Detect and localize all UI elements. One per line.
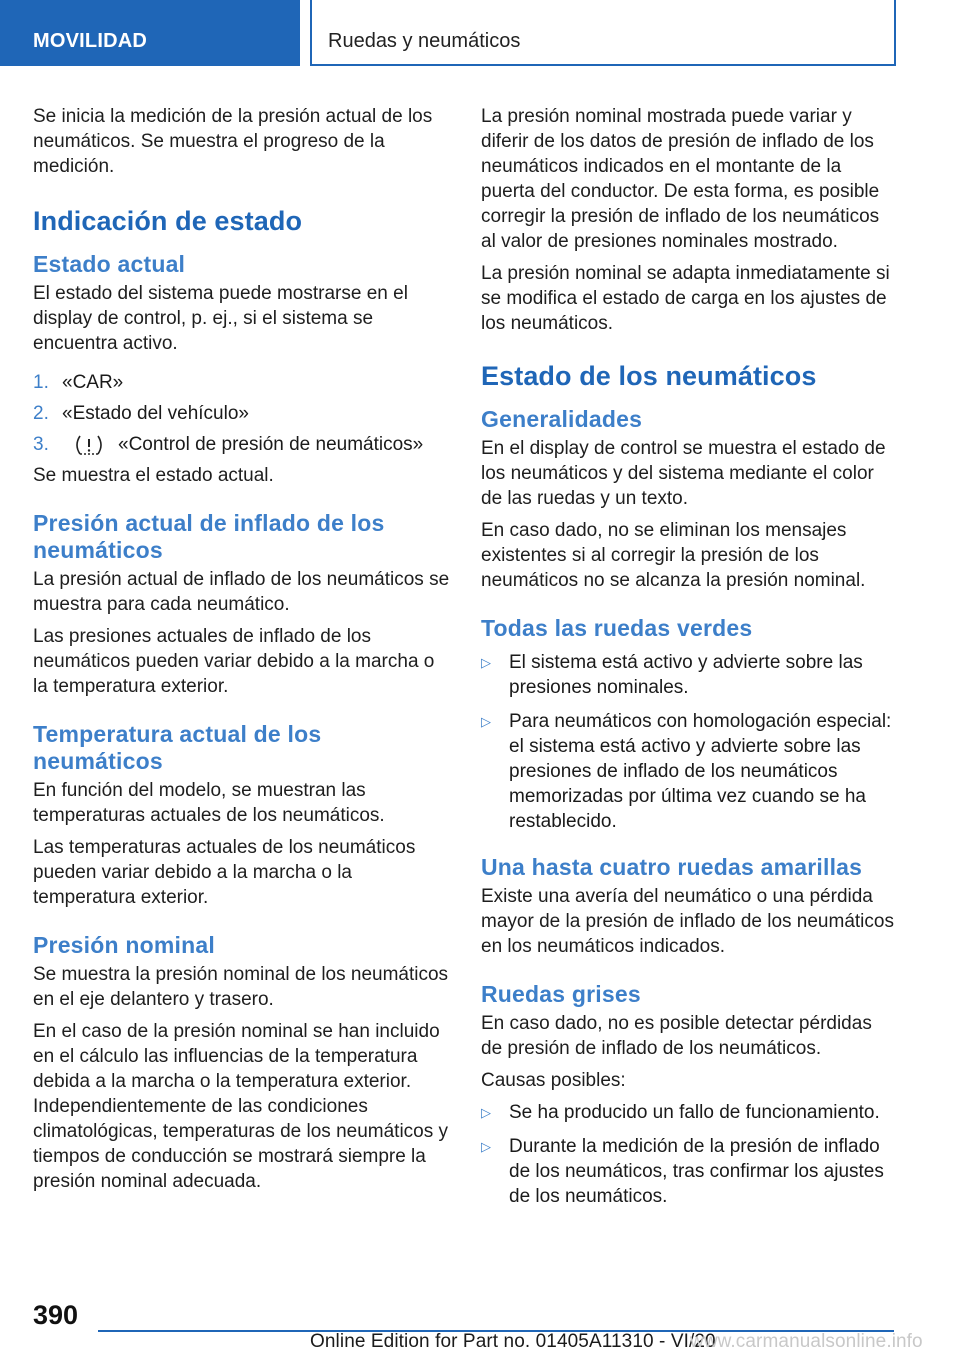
paragraph-nominal-2: En el caso de la presión nominal se han incluido en el cálculo las influencias de la temperatura debida a la marcha o la temperatura exterior. Independientemente de las condiciones climatológicas, temperaturas de los neumáticos y tiempos de conducción se mostrará siempre la presión nominal adecuada. (33, 1021, 449, 1192)
list-item-text: Durante la medición de la presión de inflado de los neumáticos, tras confirmar los ajustes de los neumáticos. (509, 1136, 884, 1207)
heading-estado-actual: Estado actual (33, 251, 186, 277)
heading-presion-nominal: Presión nominal (33, 932, 215, 958)
paragraph-causas: Causas posibles: (481, 1070, 626, 1091)
list-item (481, 1100, 897, 1125)
list-item-text: El sistema está activo y advierte sobre las presiones nominales. (509, 652, 863, 698)
bullet-triangle-icon: ▷ (481, 655, 491, 670)
list-item (33, 432, 453, 457)
list-item (481, 1134, 897, 1209)
bullet-triangle-icon: ▷ (481, 1105, 491, 1120)
heading-estado-neumaticos: Estado de los neumáticos (481, 361, 817, 391)
watermark: www.carmanualsonline.info (690, 1331, 923, 1352)
list-item-text: Se ha producido un fallo de funcionamiento. (509, 1102, 880, 1123)
left-column (33, 104, 453, 1201)
heading-ruedas-verdes: Todas las ruedas verdes (481, 615, 753, 641)
step-number: 2. (33, 403, 49, 424)
list-item-text: Para neumáticos con homologación especial: el sistema está activo y advierte sobre las presiones de inflado de los neumáticos memorizadas por última vez cuando se ha restablecido. (509, 711, 892, 832)
paragraph-temperatura-1: En función del modelo, se muestran las temperaturas actuales de los neumáticos. (33, 780, 385, 826)
paragraph-nominal-1: Se muestra la presión nominal de los neumáticos en el eje delantero y trasero. (33, 964, 449, 1010)
chapter-title: Ruedas y neumáticos (310, 0, 896, 66)
heading-indicacion-estado: Indicación de estado (33, 206, 303, 236)
intro-paragraph: Se inicia la medición de la presión actual de los neumáticos. Se muestra el progreso de la medición. (33, 106, 433, 177)
page-number: 390 (33, 1300, 79, 1330)
paragraph-variacion-1: La presión nominal mostrada puede variar y diferir de los datos de presión de inflado de los neumáticos indicados en el montante de la puerta del conductor. De esta forma, es posible corregir la presión de inflado de los neumáticos al valor de presiones nominales mostrado. (481, 106, 880, 252)
list-item (481, 709, 897, 834)
step-text: «Estado del vehículo» (62, 403, 249, 424)
step-text: «Control de presión de neumáticos» (118, 434, 424, 455)
right-column (481, 104, 897, 1218)
paragraph-presion-actual-2: Las presiones actuales de inflado de los neumáticos pueden variar debido a la marcha o la temperatura exterior. (33, 626, 435, 697)
paragraph-muestra-estado: Se muestra el estado actual. (33, 465, 274, 486)
paragraph-variacion-2: La presión nominal se adapta inmediatamente si se modifica el estado de carga en los ajustes de los neumáticos. (481, 263, 890, 334)
paragraph-generalidades-2: En caso dado, no se eliminan los mensajes existentes si al corregir la presión de los neumáticos no se alcanza la presión nominal. (481, 520, 866, 591)
heading-generalidades: Generalidades (481, 406, 643, 432)
section-tab: MOVILIDAD (0, 0, 300, 66)
grises-list (481, 1100, 897, 1209)
list-item (33, 370, 453, 395)
step-text: «CAR» (62, 372, 124, 393)
heading-ruedas-grises: Ruedas grises (481, 981, 641, 1007)
paragraph-temperatura-2: Las temperaturas actuales de los neumáticos pueden variar debido a la marcha o la temperatura exterior. (33, 837, 416, 908)
step-number: 3. (33, 434, 49, 455)
heading-ruedas-amarillas: Una hasta cuatro ruedas amarillas (481, 854, 863, 880)
paragraph-generalidades-1: En el display de control se muestra el estado de los neumáticos y del sistema mediante el color de las ruedas y un texto. (481, 438, 886, 509)
heading-temperatura-actual: Temperatura actual de los neumáticos (33, 721, 322, 774)
bullet-triangle-icon: ▷ (481, 714, 491, 729)
verdes-list (481, 650, 897, 834)
list-item (481, 650, 897, 700)
list-item (33, 401, 453, 426)
bullet-triangle-icon: ▷ (481, 1139, 491, 1154)
steps-list (33, 370, 453, 457)
paragraph-grises: En caso dado, no es posible detectar pérdidas de presión de inflado de los neumáticos. (481, 1013, 872, 1059)
heading-presion-actual: Presión actual de inflado de los neumáticos (33, 510, 385, 563)
step-number: 1. (33, 372, 49, 393)
paragraph-estado-actual: El estado del sistema puede mostrarse en el display de control, p. ej., si el sistema se encuentra activo. (33, 283, 408, 354)
paragraph-amarillas: Existe una avería del neumático o una pérdida mayor de la presión de inflado de los neumáticos en los neumáticos indicados. (481, 886, 894, 957)
paragraph-presion-actual-1: La presión actual de inflado de los neumáticos se muestra para cada neumático. (33, 569, 450, 615)
tire-pressure-warning-icon (70, 433, 108, 457)
footer-edition: Online Edition for Part no. 01405A11310 - VI/20 (310, 1331, 716, 1352)
